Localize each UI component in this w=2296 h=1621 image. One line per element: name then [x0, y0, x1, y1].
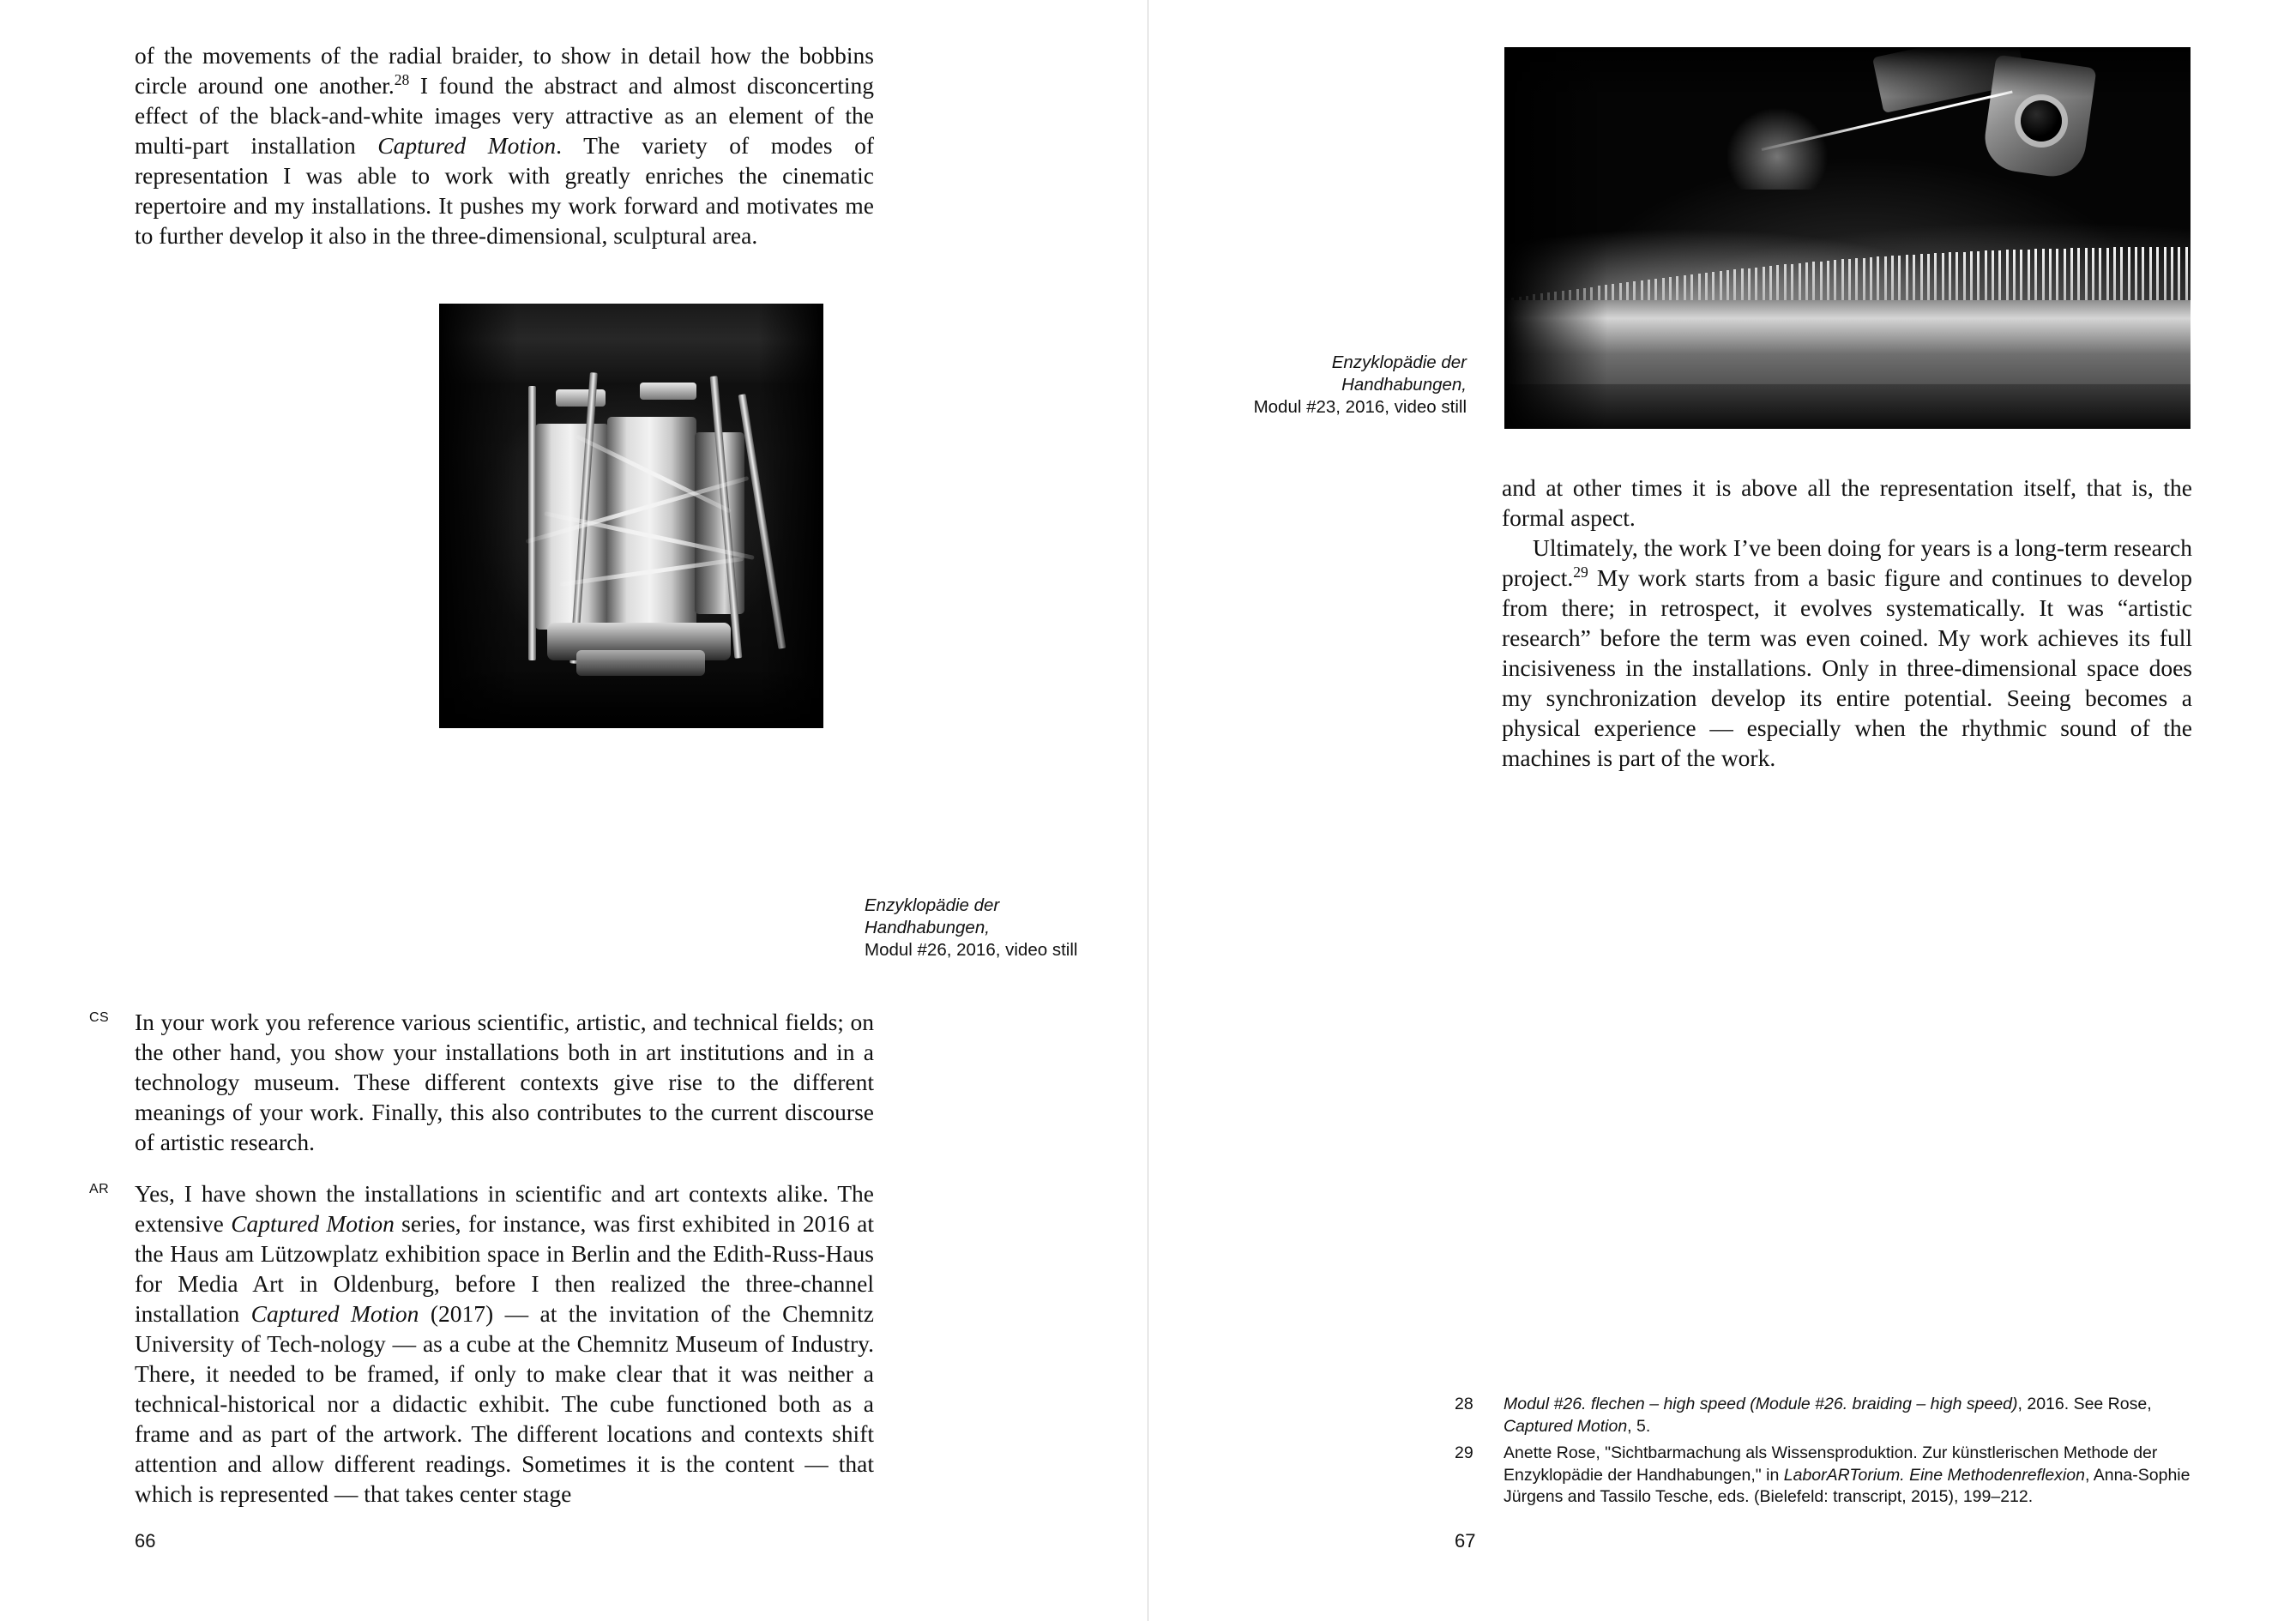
footnote-28: [1455, 1394, 2194, 1437]
right-body-text: [1502, 473, 2192, 773]
figure-modul-26: [439, 304, 823, 728]
photo-illustration-spools: [439, 304, 823, 728]
footnote-text: Anette Rose, "Sichtbarmachung als Wissensproduktion. Zur künstlerischen Methode der Enzyklopädie der Handhabungen," in LaborARTorium. Eine Methodenreflexion, Anna-Sophie Jürgens and Tassilo Tesche, eds. (Bielefeld: transcript, 2015), 199–212.: [1504, 1443, 2191, 1506]
caption-detail: Modul #23, 2016, video still: [1253, 397, 1467, 417]
footnote-number: 29: [1455, 1443, 1473, 1462]
photo-illustration-needle-bed: [1504, 47, 2191, 429]
figure-caption-modul-26: [865, 895, 1096, 961]
speaker-label-cs: CS: [89, 1010, 110, 1025]
right-paragraph-research: Ultimately, the work I’ve been doing for years is a long-term research project.$^{29}$ My work starts from a basic figure and continues to develop from there; in retrospect, it evolves systematically. It was “artistic research” before the term was even coined. My work achieves its full incisiveness in the installations. Only in three-dimensional space does my synchronization develop its entire potential. Seeing becomes a physical experience — especially when the rhythmic sound of the machines is part of the work.: [1502, 534, 2192, 771]
footnote-text: Modul #26. flechen – high speed (Module #26. braiding – high speed), 2016. See Rose, Captured Motion, 5.: [1504, 1395, 2152, 1436]
qa-block-ar: [89, 1178, 874, 1509]
footnote-number: 28: [1455, 1395, 1473, 1413]
speaker-label-ar: AR: [89, 1182, 110, 1196]
right-paragraph-continuation: and at other times it is above all the representation itself, that is, the formal aspect.: [1502, 474, 2192, 531]
left-intro-paragraph: of the movements of the radial braider, to show in detail how the bobbins circle around one another.$^{28}$ I found the abstract and almost disconcerting effect of the black-and-white images very attractive as an element of the multi-part installation Captured Motion. The variety of modes of representation I was able to work with greatly enriches the cinematic repertoire and my installations. It pushes my work forward and motivates me to further develop it also in the three-dimensional, sculptural area.: [135, 42, 874, 249]
page-number-right: 67: [1455, 1530, 1476, 1552]
figure-caption-modul-23: [1235, 352, 1467, 419]
caption-detail: Modul #26, 2016, video still: [865, 940, 1078, 960]
qa-block-cs: [89, 1007, 874, 1157]
qa-text-cs: In your work you reference various scientific, artistic, and technical fields; on the other hand, you show your installations both in art institutions and in a technology museum. These different contexts give rise to the different meanings of your work. Finally, this also contributes to the current discourse of artistic research.: [135, 1009, 874, 1155]
page-number-left: 66: [135, 1530, 156, 1552]
caption-title: Enzyklopädie der Handhabungen,: [865, 895, 1000, 937]
caption-title: Enzyklopädie der Handhabungen,: [1331, 353, 1467, 395]
footnotes-list: [1455, 1394, 2194, 1514]
footnote-29: [1455, 1443, 2194, 1509]
qa-text-ar: Yes, I have shown the installations in scientific and art contexts alike. The extensive Captured Motion series, for instance, was first exhibited in 2016 at the Haus am Lützowplatz exhibition space in Berlin and the Edith-Russ-Haus for Media Art in Oldenburg, before I then realized the three-channel installation Captured Motion (2017) — at the invitation of the Chemnitz University of Tech-nology — as a cube at the Chemnitz Museum of Industry. There, it needed to be framed, if only to make clear that it was neither a technical-historical nor a didactic exhibit. The cube functioned both as a frame and as part of the artwork. The different locations and contexts shift attention and allow different readings. Sometimes it is the content — that which is represented — that takes center stage: [135, 1180, 874, 1507]
figure-modul-23: [1504, 47, 2191, 429]
